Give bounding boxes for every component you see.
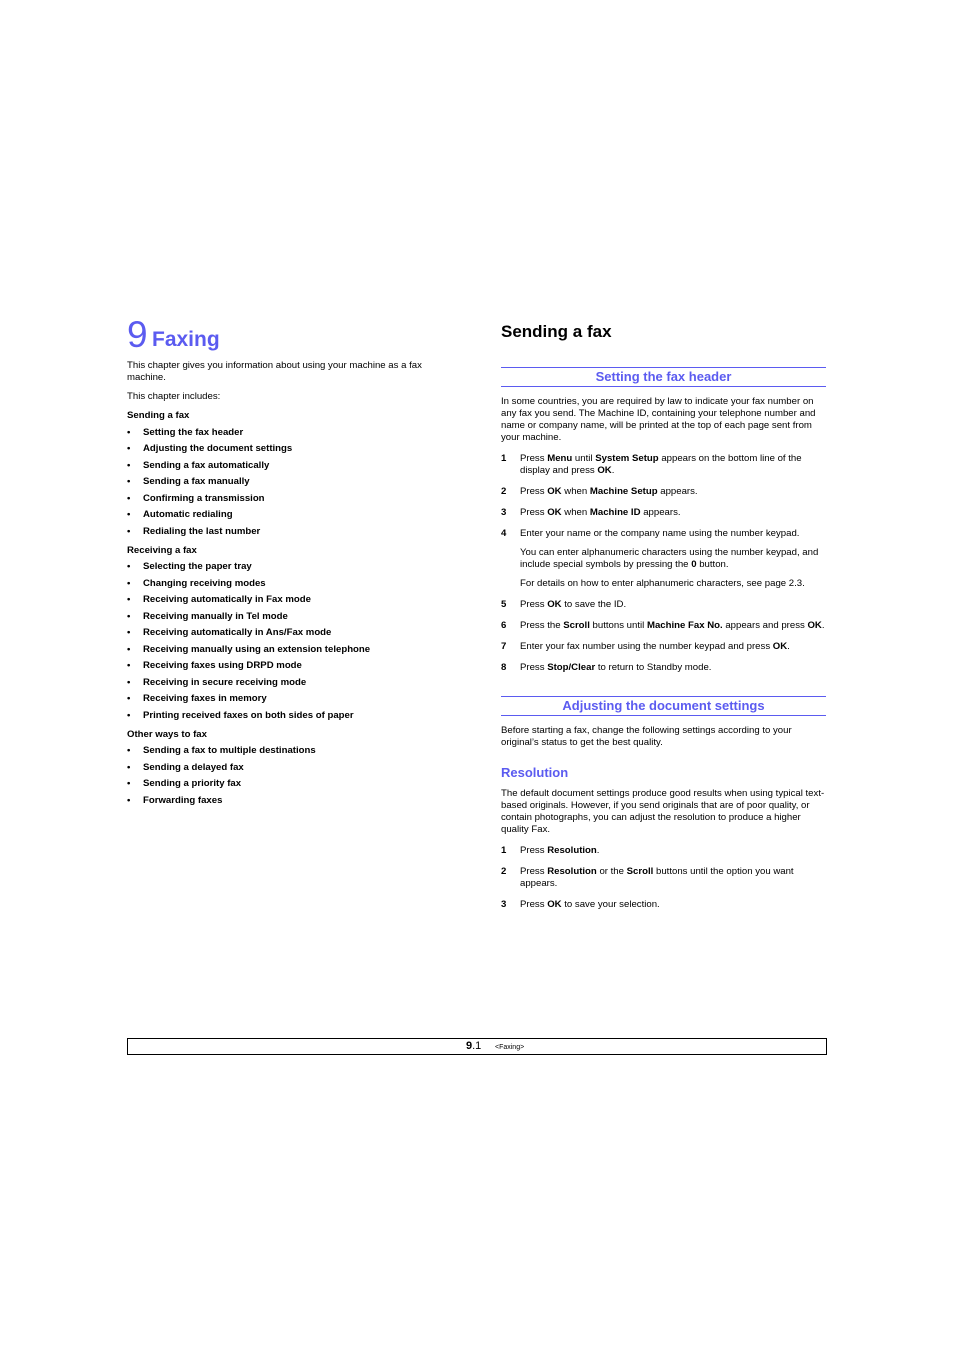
toc-item — [127, 627, 452, 639]
resolution-intro: The default document settings produce good results when using typical text-based originals. However, if you send originals that are of poor quality, or contain photographs, you can adjust the resolution to produce a higher quality Fax. — [501, 788, 825, 835]
toc-item — [127, 594, 452, 606]
step-text: . — [821, 620, 825, 631]
bullet-icon: • — [127, 443, 131, 454]
step-text: to save your selection. — [561, 899, 660, 910]
step-item — [501, 866, 826, 890]
step-text: appears on the bottom line of the display and press — [520, 453, 802, 476]
toc-item-label: Sending a delayed fax — [143, 761, 244, 773]
bullet-icon: • — [127, 643, 131, 655]
bullet-icon: • — [127, 778, 131, 789]
step-item — [501, 507, 826, 519]
step-number: 2 — [501, 486, 507, 497]
toc-item-label: Receiving faxes using DRPD mode — [143, 660, 302, 671]
toc-group-title: Other ways to fax — [127, 728, 207, 740]
chapter-heading — [127, 314, 452, 360]
bold-term: OK — [547, 599, 562, 610]
toc-item-label: Receiving faxes in memory — [143, 693, 267, 704]
step-body — [520, 620, 826, 632]
step-item — [501, 453, 826, 477]
chapter-title: Faxing — [152, 328, 220, 351]
toc-item — [127, 644, 452, 656]
chapter-intro: This chapter gives you information about using your machine as a fax machine. — [127, 360, 422, 383]
toc-item-label: Confirming a transmission — [143, 492, 265, 504]
step-item — [501, 662, 826, 674]
step-text: . — [787, 641, 790, 652]
toc-item-label: Receiving manually in Tel mode — [143, 610, 288, 622]
step-text: to return to Standby mode. — [595, 662, 712, 673]
toc-item-label: Receiving manually using an extension telephone — [143, 643, 371, 655]
step-text: Press — [520, 845, 548, 856]
bullet-icon: • — [127, 459, 131, 471]
toc-item — [127, 460, 452, 472]
toc-group-title: Receiving a fax — [127, 544, 197, 556]
chapter-column — [127, 314, 452, 807]
toc-item — [127, 427, 452, 439]
step-item — [501, 899, 826, 911]
fax-header-steps — [501, 453, 826, 674]
toc-item — [127, 762, 452, 774]
toc-item-label: Forwarding faxes — [143, 794, 223, 806]
step-item — [501, 620, 826, 632]
page-index: .1 — [472, 1040, 482, 1052]
toc-item-label: Redialing the last number — [143, 525, 261, 537]
toc-item — [127, 578, 452, 590]
step-item — [501, 845, 826, 857]
step-item — [501, 528, 826, 590]
step-number: 1 — [501, 845, 507, 856]
bullet-icon: • — [127, 693, 131, 704]
toc-item-label: Receiving automatically in Ans/Fax mode — [143, 627, 332, 638]
page-footer — [127, 1038, 827, 1055]
bold-term: OK — [547, 507, 562, 518]
step-item — [501, 641, 826, 653]
step-text: Press — [520, 599, 548, 610]
bold-term: Menu — [547, 453, 573, 464]
step-body — [520, 899, 826, 911]
step-body — [520, 528, 826, 540]
bullet-icon: • — [127, 561, 131, 572]
toc-item-label: Printing received faxes on both sides of paper — [143, 709, 354, 721]
doc-settings-heading: Adjusting the document settings — [501, 696, 826, 716]
bullet-icon: • — [127, 594, 131, 605]
step-text: when — [561, 486, 590, 497]
toc-item — [127, 660, 452, 672]
step-text: until — [572, 453, 596, 464]
toc-list — [127, 427, 452, 538]
bold-term: Scroll — [563, 620, 590, 631]
bullet-icon: • — [127, 745, 131, 756]
step-text: Press the — [520, 620, 564, 631]
step-number: 4 — [501, 528, 507, 539]
bold-term: Scroll — [626, 866, 654, 877]
bullet-icon: • — [127, 525, 131, 537]
toc-item-label: Sending a fax to multiple destinations — [143, 745, 316, 756]
fax-header-heading: Setting the fax header — [501, 367, 826, 387]
bullet-icon: • — [127, 627, 131, 638]
step-body — [520, 866, 826, 890]
resolution-heading: Resolution — [501, 765, 569, 780]
step-text: Enter your name or the company name using the number keypad. — [520, 528, 800, 539]
bullet-icon: • — [127, 676, 131, 688]
step-body — [520, 641, 826, 653]
toc-item-label: Receiving automatically in Fax mode — [143, 594, 311, 605]
bullet-icon: • — [127, 476, 131, 487]
bold-term: OK — [547, 899, 562, 910]
step-text: Press — [520, 486, 548, 497]
toc-item — [127, 509, 452, 521]
toc-item — [127, 693, 452, 705]
bullet-icon: • — [127, 794, 131, 806]
toc-item-label: Changing receiving modes — [143, 577, 266, 589]
step-text: button. — [696, 559, 729, 570]
toc-item — [127, 493, 452, 505]
step-body — [520, 486, 826, 498]
step-body — [520, 453, 826, 477]
step-item — [501, 486, 826, 498]
bold-term: OK — [772, 641, 788, 652]
toc-item — [127, 677, 452, 689]
toc-item — [127, 561, 452, 573]
bold-term: Stop/Clear — [547, 662, 596, 673]
step-text: . — [596, 845, 600, 856]
bold-term: OK — [597, 465, 612, 476]
step-text: Press — [520, 453, 548, 464]
toc-list — [127, 561, 452, 722]
step-text: Press — [520, 899, 548, 910]
step-text: when — [561, 507, 590, 518]
section-title: Sending a fax — [501, 322, 612, 341]
bullet-icon: • — [127, 660, 131, 671]
section-column — [501, 318, 826, 911]
step-number: 7 — [501, 641, 507, 652]
toc-item-label: Adjusting the document settings — [143, 443, 293, 454]
footer-tag: <Faxing> — [495, 1044, 525, 1051]
bullet-icon: • — [127, 709, 131, 721]
step-text: appears and press — [722, 620, 808, 631]
toc-item — [127, 443, 452, 455]
step-number: 3 — [501, 507, 507, 518]
bullet-icon: • — [127, 426, 131, 438]
bullet-icon: • — [127, 509, 131, 520]
toc-item — [127, 795, 452, 807]
step-text: appears. — [640, 507, 681, 518]
step-body — [520, 599, 826, 611]
bullet-icon: • — [127, 492, 131, 504]
step-number: 5 — [501, 599, 507, 610]
step-text: Press — [520, 507, 548, 518]
bold-term: System Setup — [595, 453, 659, 464]
step-number: 6 — [501, 620, 507, 631]
chapter-contents — [127, 410, 452, 807]
step-text: buttons until — [589, 620, 647, 631]
resolution-steps — [501, 845, 826, 911]
bullet-icon: • — [127, 761, 131, 773]
step-text: to save the ID. — [561, 599, 627, 610]
step-item — [501, 599, 826, 611]
bold-term: 0 — [691, 559, 697, 570]
bold-term: OK — [547, 486, 562, 497]
bold-term: Machine ID — [589, 507, 641, 518]
toc-item-label: Automatic redialing — [143, 509, 233, 520]
step-number: 3 — [501, 899, 507, 910]
step-text: Enter your fax number using the number keypad and press — [520, 641, 773, 652]
chapter-number: 9 — [127, 314, 148, 355]
bullet-icon: • — [127, 577, 131, 589]
step-text: or the — [596, 866, 627, 877]
step-body — [520, 845, 826, 857]
toc-group-title: Sending a fax — [127, 410, 190, 421]
page-number — [466, 1039, 481, 1054]
bold-term: Machine Setup — [589, 486, 658, 497]
step-text: Press — [520, 866, 548, 877]
toc-item-label: Sending a fax manually — [143, 476, 250, 487]
step-text: Press — [520, 662, 548, 673]
step-text: . — [611, 465, 615, 476]
toc-item-label: Sending a fax automatically — [143, 459, 270, 471]
bold-term: OK — [807, 620, 822, 631]
step-note — [520, 547, 826, 571]
doc-settings-intro: Before starting a fax, change the following settings according to your original’s status to get the best quality. — [501, 725, 792, 748]
toc-item — [127, 778, 452, 790]
toc-item-label: Selecting the paper tray — [143, 561, 252, 572]
toc-item-label: Receiving in secure receiving mode — [143, 676, 307, 688]
toc-item — [127, 710, 452, 722]
step-number: 2 — [501, 866, 507, 877]
step-text: appears. — [657, 486, 698, 497]
toc-item — [127, 526, 452, 538]
bold-term: Resolution — [547, 866, 597, 877]
toc-item-label: Setting the fax header — [143, 426, 244, 438]
step-body — [520, 507, 826, 519]
step-text: You can enter alphanumeric characters using the number keypad, and include special symbols by pressing the — [520, 547, 819, 570]
bold-term: Resolution — [547, 845, 597, 856]
bullet-icon: • — [127, 610, 131, 622]
toc-item-label: Sending a priority fax — [143, 778, 242, 789]
bold-term: Machine Fax No. — [646, 620, 723, 631]
step-number: 8 — [501, 662, 507, 673]
step-number: 1 — [501, 453, 507, 464]
toc-item — [127, 476, 452, 488]
step-body — [520, 662, 826, 674]
step-text: buttons until the option you want appears. — [520, 866, 794, 889]
step-text: For details on how to enter alphanumeric characters, see page 2.3. — [520, 578, 805, 589]
page-chapter: 9 — [466, 1040, 473, 1052]
toc-item — [127, 611, 452, 623]
chapter-includes: This chapter includes: — [127, 391, 221, 402]
fax-header-intro: In some countries, you are required by law to indicate your fax number on any fax you send. The Machine ID, containing your telephone number and name or company name, will be printed at the top of each page sent from your machine. — [501, 396, 816, 443]
toc-item — [127, 745, 452, 757]
step-note — [520, 578, 826, 590]
toc-list — [127, 745, 452, 807]
